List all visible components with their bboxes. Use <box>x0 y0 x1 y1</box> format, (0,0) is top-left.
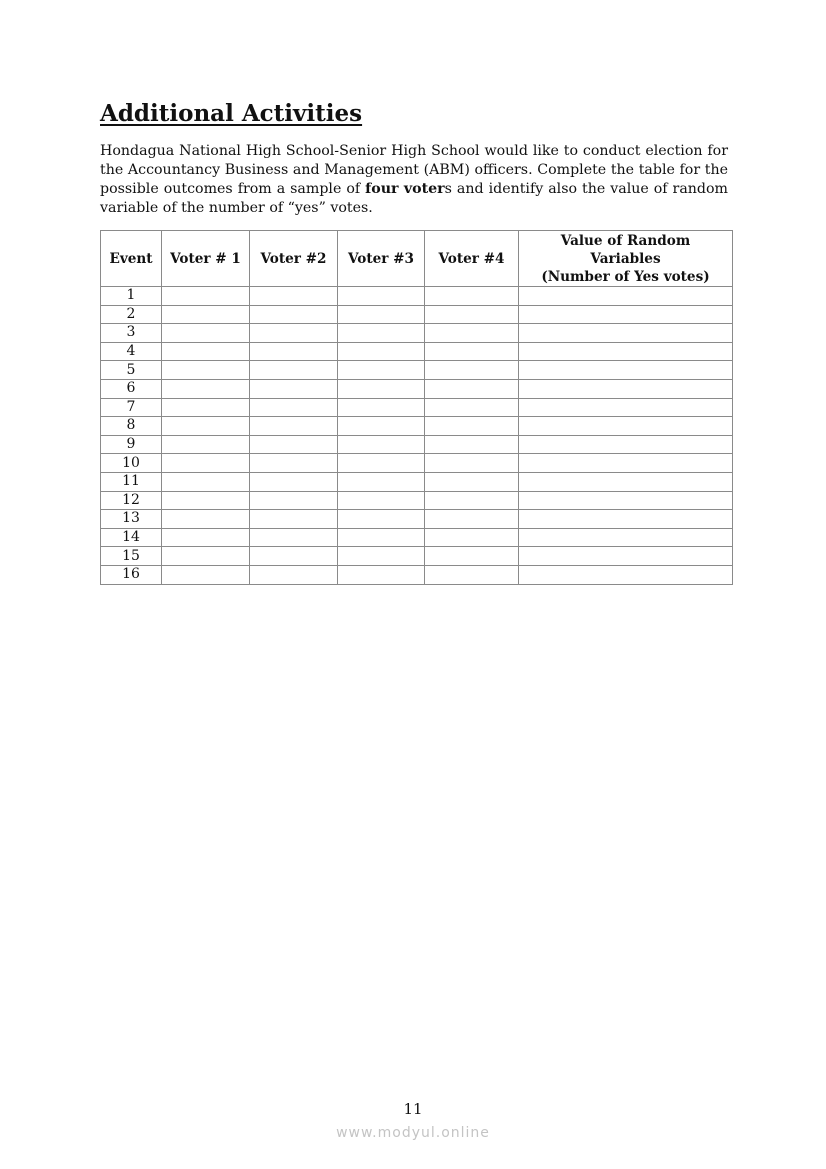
value-cell[interactable] <box>519 305 733 324</box>
table-row <box>101 565 733 584</box>
header-event: Event <box>101 231 162 287</box>
voter-1-cell[interactable] <box>162 361 250 380</box>
voter-1-cell[interactable] <box>162 305 250 324</box>
voter-1-cell[interactable] <box>162 454 250 473</box>
table-row <box>101 472 733 491</box>
event-number-cell: 11 <box>101 472 162 491</box>
voter-1-cell[interactable] <box>162 287 250 306</box>
voter-2-cell[interactable] <box>250 565 338 584</box>
value-cell[interactable] <box>519 565 733 584</box>
table-row <box>101 510 733 529</box>
event-number-cell: 15 <box>101 547 162 566</box>
header-value-line-2: Variables <box>590 250 661 267</box>
voter-2-cell[interactable] <box>250 454 338 473</box>
voter-3-cell[interactable] <box>338 361 425 380</box>
event-number-cell: 4 <box>101 342 162 361</box>
value-cell[interactable] <box>519 472 733 491</box>
voter-1-cell[interactable] <box>162 417 250 436</box>
event-number-cell: 6 <box>101 379 162 398</box>
voter-2-cell[interactable] <box>250 547 338 566</box>
header-value-random-variables <box>519 231 733 287</box>
voter-2-cell[interactable] <box>250 287 338 306</box>
event-number-cell: 7 <box>101 398 162 417</box>
voter-2-cell[interactable] <box>250 342 338 361</box>
header-voter-4: Voter #4 <box>425 231 519 287</box>
voter-4-cell[interactable] <box>425 510 519 529</box>
table-row <box>101 454 733 473</box>
value-cell[interactable] <box>519 528 733 547</box>
instructions-text-part2: s and identify also the value of random variable of the number of “yes” votes. <box>100 181 728 216</box>
table-row <box>101 417 733 436</box>
voter-3-cell[interactable] <box>338 379 425 398</box>
voter-2-cell[interactable] <box>250 324 338 343</box>
voter-1-cell[interactable] <box>162 491 250 510</box>
value-cell[interactable] <box>519 398 733 417</box>
voter-4-cell[interactable] <box>425 417 519 436</box>
value-cell[interactable] <box>519 361 733 380</box>
voter-2-cell[interactable] <box>250 528 338 547</box>
voter-4-cell[interactable] <box>425 528 519 547</box>
value-cell[interactable] <box>519 510 733 529</box>
value-cell[interactable] <box>519 287 733 306</box>
table-row <box>101 342 733 361</box>
voter-3-cell[interactable] <box>338 510 425 529</box>
voter-1-cell[interactable] <box>162 398 250 417</box>
voter-4-cell[interactable] <box>425 342 519 361</box>
voter-4-cell[interactable] <box>425 361 519 380</box>
voter-1-cell[interactable] <box>162 379 250 398</box>
voter-4-cell[interactable] <box>425 565 519 584</box>
voter-4-cell[interactable] <box>425 305 519 324</box>
page-title: Additional Activities <box>100 100 363 127</box>
voter-4-cell[interactable] <box>425 379 519 398</box>
page-number: 11 <box>403 1100 423 1118</box>
event-number-cell: 13 <box>101 510 162 529</box>
activity-instructions <box>100 142 728 218</box>
voter-2-cell[interactable] <box>250 417 338 436</box>
voter-3-cell[interactable] <box>338 417 425 436</box>
voter-1-cell[interactable] <box>162 510 250 529</box>
event-number-cell: 3 <box>101 324 162 343</box>
instructions-bold-text: four voter <box>365 181 445 197</box>
voter-2-cell[interactable] <box>250 379 338 398</box>
voter-2-cell[interactable] <box>250 510 338 529</box>
outcomes-table <box>100 230 733 585</box>
instructions-text-part1: Hondagua National High School-Senior High School would like to conduct election for the Accountancy Business and Management (ABM) officers. Complete the table for the possible outcomes from a sample of <box>100 143 728 197</box>
value-cell[interactable] <box>519 379 733 398</box>
voter-3-cell[interactable] <box>338 287 425 306</box>
watermark-text: www.modyul.online <box>336 1125 490 1141</box>
value-cell[interactable] <box>519 324 733 343</box>
table-row <box>101 287 733 306</box>
value-cell[interactable] <box>519 342 733 361</box>
voter-1-cell[interactable] <box>162 528 250 547</box>
voter-1-cell[interactable] <box>162 435 250 454</box>
voter-2-cell[interactable] <box>250 361 338 380</box>
header-value-line-3: (Number of Yes votes) <box>541 268 710 285</box>
event-number-cell: 9 <box>101 435 162 454</box>
table-row <box>101 435 733 454</box>
voter-1-cell[interactable] <box>162 547 250 566</box>
voter-1-cell[interactable] <box>162 472 250 491</box>
voter-3-cell[interactable] <box>338 472 425 491</box>
event-number-cell: 16 <box>101 565 162 584</box>
event-number-cell: 8 <box>101 417 162 436</box>
header-voter-1: Voter # 1 <box>162 231 250 287</box>
voter-1-cell[interactable] <box>162 324 250 343</box>
event-number-cell: 2 <box>101 305 162 324</box>
voter-3-cell[interactable] <box>338 491 425 510</box>
event-number-cell: 5 <box>101 361 162 380</box>
voter-1-cell[interactable] <box>162 342 250 361</box>
voter-2-cell[interactable] <box>250 398 338 417</box>
value-cell[interactable] <box>519 435 733 454</box>
voter-3-cell[interactable] <box>338 398 425 417</box>
value-cell[interactable] <box>519 547 733 566</box>
voter-4-cell[interactable] <box>425 287 519 306</box>
voter-3-cell[interactable] <box>338 435 425 454</box>
voter-4-cell[interactable] <box>425 324 519 343</box>
voter-2-cell[interactable] <box>250 305 338 324</box>
voter-3-cell[interactable] <box>338 547 425 566</box>
voter-4-cell[interactable] <box>425 398 519 417</box>
table-row <box>101 324 733 343</box>
voter-4-cell[interactable] <box>425 491 519 510</box>
voter-4-cell[interactable] <box>425 435 519 454</box>
table-row <box>101 547 733 566</box>
voter-4-cell[interactable] <box>425 472 519 491</box>
table-row <box>101 361 733 380</box>
event-number-cell: 1 <box>101 287 162 306</box>
table-row <box>101 305 733 324</box>
table-body <box>101 287 733 585</box>
table-row <box>101 398 733 417</box>
voter-2-cell[interactable] <box>250 472 338 491</box>
value-cell[interactable] <box>519 491 733 510</box>
event-number-cell: 10 <box>101 454 162 473</box>
voter-3-cell[interactable] <box>338 342 425 361</box>
value-cell[interactable] <box>519 417 733 436</box>
voter-3-cell[interactable] <box>338 305 425 324</box>
table-row <box>101 491 733 510</box>
value-cell[interactable] <box>519 454 733 473</box>
voter-2-cell[interactable] <box>250 435 338 454</box>
voter-4-cell[interactable] <box>425 547 519 566</box>
header-voter-2: Voter #2 <box>250 231 338 287</box>
header-value-line-1: Value of Random <box>560 232 691 249</box>
voter-3-cell[interactable] <box>338 324 425 343</box>
voter-2-cell[interactable] <box>250 491 338 510</box>
table-row <box>101 379 733 398</box>
voter-4-cell[interactable] <box>425 454 519 473</box>
table-row <box>101 528 733 547</box>
header-voter-3: Voter #3 <box>338 231 425 287</box>
event-number-cell: 14 <box>101 528 162 547</box>
event-number-cell: 12 <box>101 491 162 510</box>
table-header-row <box>101 231 733 287</box>
voter-3-cell[interactable] <box>338 528 425 547</box>
voter-3-cell[interactable] <box>338 565 425 584</box>
voter-3-cell[interactable] <box>338 454 425 473</box>
voter-1-cell[interactable] <box>162 565 250 584</box>
